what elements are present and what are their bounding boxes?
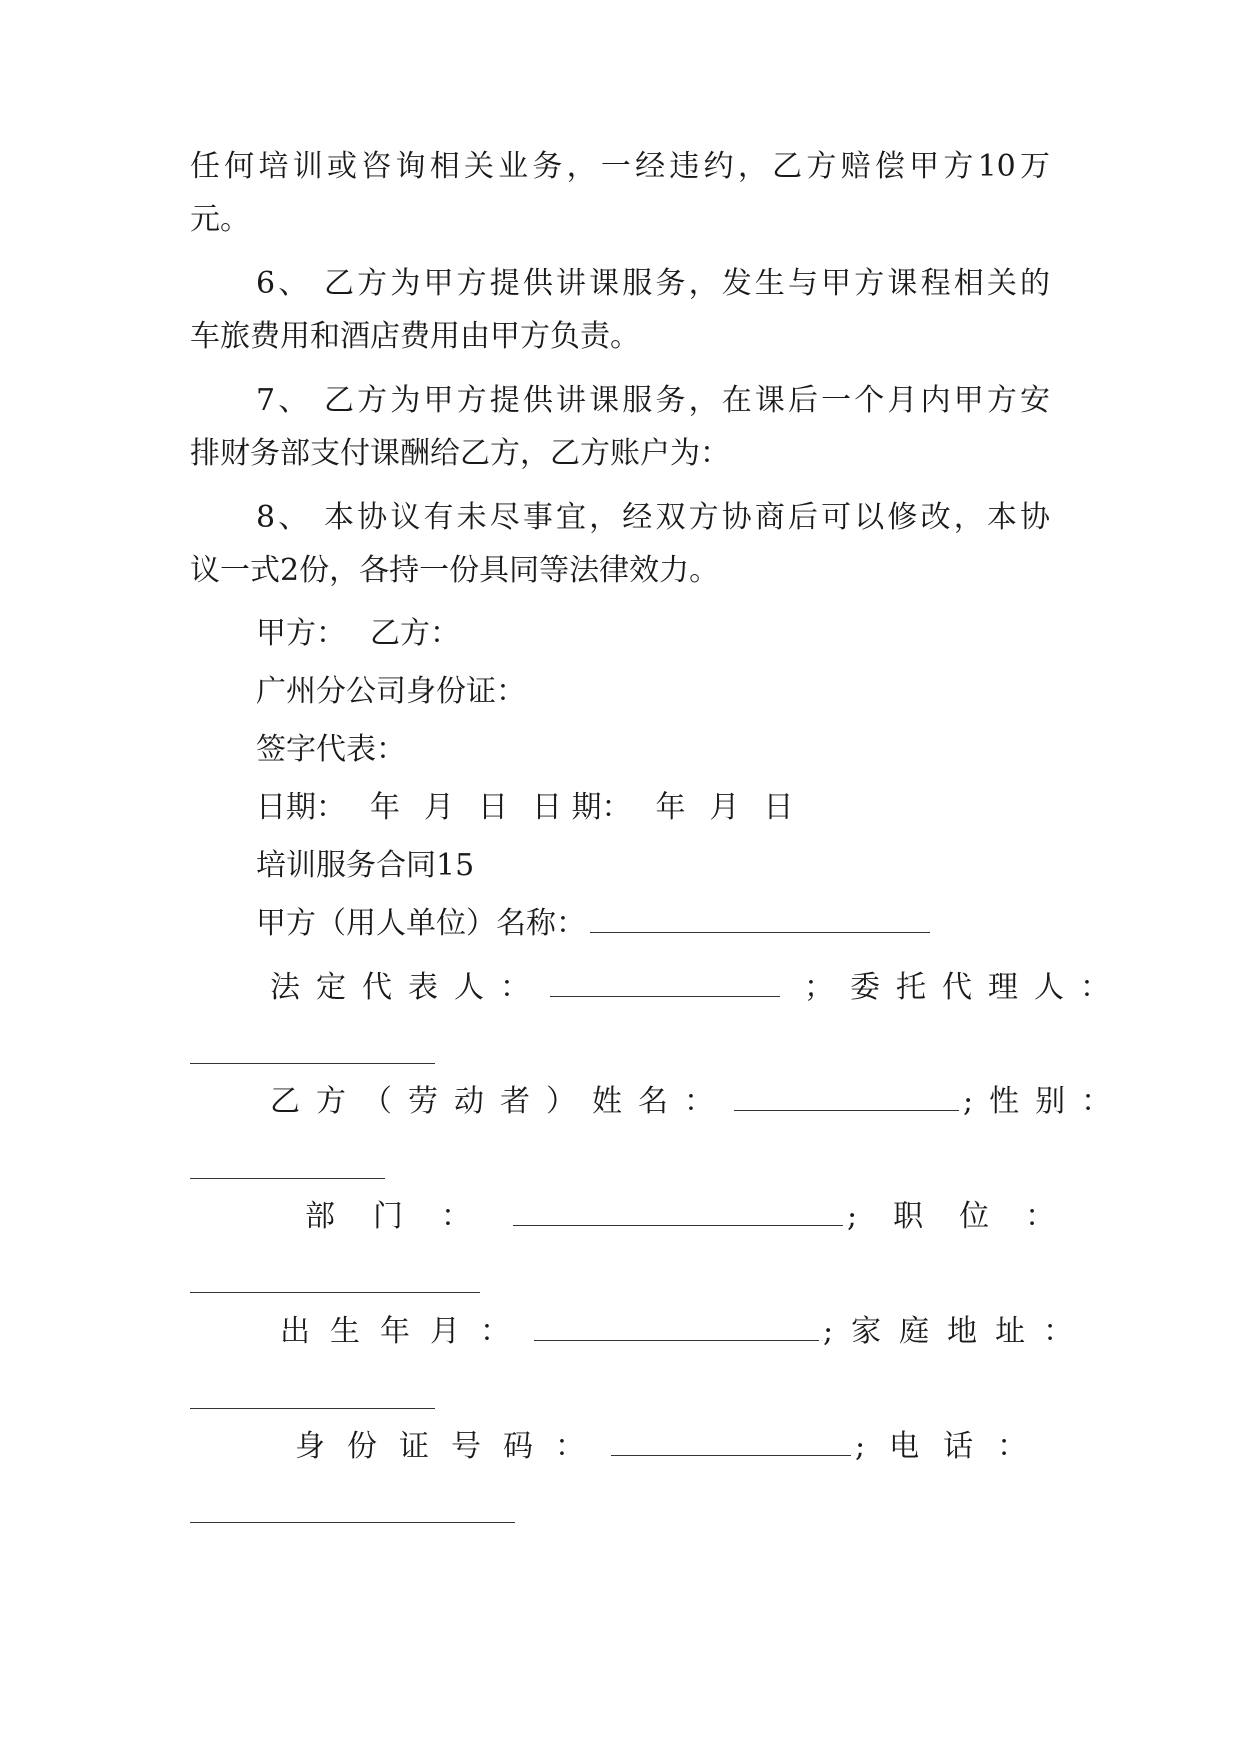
employer-row bbox=[256, 902, 1050, 946]
agent-blank[interactable] bbox=[190, 1063, 435, 1064]
legal-rep-label: 法定代表人： bbox=[270, 970, 546, 1005]
id-number-blank[interactable] bbox=[611, 1427, 851, 1456]
representative-label: 签字代表： bbox=[256, 732, 406, 767]
paragraph-7-line-2: 排财务部支付课酬给乙方，乙方账户为： bbox=[190, 436, 730, 471]
id-number-label: 身份证号码： bbox=[295, 1429, 607, 1464]
employer-label: 甲方（用人单位）名称： bbox=[256, 906, 586, 941]
address-blank[interactable] bbox=[190, 1408, 435, 1409]
date-row: 日期： 年 月 日 日 期： 年 月 日 bbox=[256, 790, 794, 825]
agent-label: ；委托代理人： bbox=[804, 970, 1126, 1005]
employee-name-blank[interactable] bbox=[734, 1082, 959, 1111]
birth-blank[interactable] bbox=[534, 1312, 819, 1341]
address-label: ;家庭地址： bbox=[823, 1314, 1092, 1349]
position-blank[interactable] bbox=[190, 1292, 480, 1293]
birth-label: 出生年月： bbox=[280, 1314, 530, 1349]
phone-label: ;电话： bbox=[855, 1429, 1052, 1464]
signature-parties bbox=[256, 612, 1050, 656]
party-b-label: 乙方： bbox=[370, 616, 460, 651]
employer-name-blank[interactable] bbox=[590, 904, 930, 933]
phone-blank[interactable] bbox=[190, 1522, 515, 1523]
paragraph-7-line-1: 7、 乙方为甲方提供讲课服务，在课后一个月内甲方安 bbox=[256, 383, 1050, 418]
birth-row bbox=[280, 1310, 1092, 1354]
paragraph-5-line-2: 元。 bbox=[190, 202, 250, 237]
department-row bbox=[305, 1195, 1092, 1239]
paragraph-8-line-2: 议一式2份，各持一份具同等法律效力。 bbox=[190, 553, 720, 588]
employee-label: 乙方（劳动者）姓名： bbox=[270, 1084, 730, 1119]
employee-row bbox=[270, 1080, 1128, 1124]
contract-title: 培训服务合同15 bbox=[256, 848, 475, 883]
company-id-label: 广州分公司身份证： bbox=[256, 674, 526, 709]
date-a-label: 日期： bbox=[256, 790, 346, 825]
legal-rep-row bbox=[270, 966, 1126, 1010]
party-a-label: 甲方： bbox=[256, 616, 346, 651]
gender-blank[interactable] bbox=[190, 1178, 385, 1179]
legal-rep-blank[interactable] bbox=[550, 968, 780, 997]
department-blank[interactable] bbox=[513, 1197, 843, 1226]
department-label: 部门： bbox=[305, 1199, 509, 1234]
position-label: ;职位： bbox=[847, 1199, 1092, 1234]
paragraph-6-line-1: 6、 乙方为甲方提供讲课服务，发生与甲方课程相关的 bbox=[256, 266, 1050, 301]
paragraph-8-line-1: 8、 本协议有未尽事宜，经双方协商后可以修改，本协 bbox=[256, 500, 1050, 535]
date-b-label: 日 期： bbox=[532, 790, 632, 825]
paragraph-5-line-1: 任何培训或咨询相关业务，一经违约，乙方赔偿甲方10万 bbox=[190, 149, 1050, 184]
id-row bbox=[295, 1425, 1050, 1469]
paragraph-6-line-2: 车旅费用和酒店费用由甲方负责。 bbox=[190, 319, 640, 354]
gender-label: ;性别： bbox=[963, 1084, 1128, 1119]
